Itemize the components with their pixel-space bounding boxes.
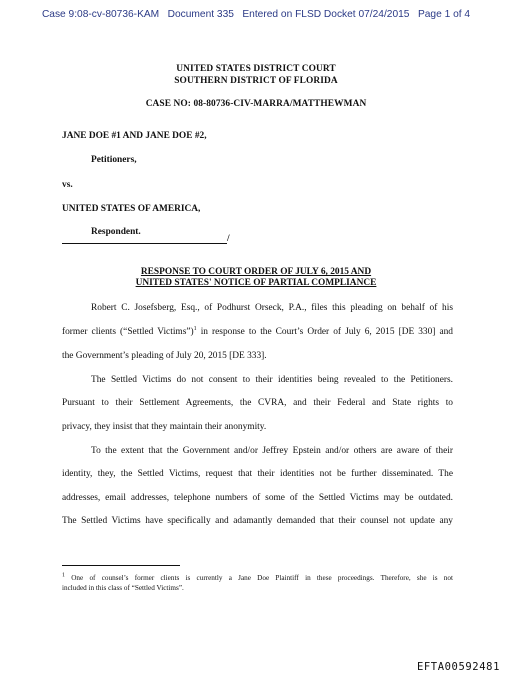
footnote-1-line-1 xyxy=(62,574,453,582)
footnote-1-line-2: included in this class of “Settled Victims”. xyxy=(62,584,184,592)
respondent-label: Respondent. xyxy=(91,227,141,237)
ecf-filing-header: Case 9:08-cv-80736-KAM Document 335 Entered on FLSD Docket 07/24/2015 Page 1 of 4 xyxy=(41,9,471,20)
respondent-name: UNITED STATES OF AMERICA, xyxy=(62,204,201,214)
paragraph-3-line-2: identity, they, the Settled Victims, request that their identities not be further disseminated. The xyxy=(62,469,453,479)
versus-label: vs. xyxy=(62,180,73,190)
paragraph-2-line-1: The Settled Victims do not consent to their identities being revealed to the Petitioners. xyxy=(91,375,453,385)
caption-slash: / xyxy=(227,234,230,244)
paragraph-1-line-2 xyxy=(62,327,453,337)
paragraph-1-line-1: Robert C. Josefsberg, Esq., of Podhurst Orseck, P.A., files this pleading on behalf of his xyxy=(91,303,453,313)
petitioners-names: JANE DOE #1 AND JANE DOE #2, xyxy=(62,131,207,141)
paragraph-3-line-4: The Settled Victims have specifically and adamantly demanded that their counsel not update any xyxy=(62,516,453,526)
paragraph-1-line-3: the Government’s pleading of July 20, 2015 [DE 333]. xyxy=(62,351,267,361)
settled-victims-defn: former clients (“Settled Victims”) xyxy=(62,327,194,337)
court-name: UNITED STATES DISTRICT COURT xyxy=(176,64,336,74)
petitioners-label: Petitioners, xyxy=(91,155,137,165)
footnote-marker: 1 xyxy=(62,572,65,579)
case-number: CASE NO: 08-80736-CIV-MARRA/MATTHEWMAN xyxy=(145,99,367,109)
footnote-separator xyxy=(62,565,180,566)
paragraph-1-line-2-rest: in response to the Court’s Order of July 6, 2015 [DE 330] and xyxy=(196,327,453,337)
paragraph-2-line-2: Pursuant to their Settlement Agreements, the CVRA, and their Federal and State rights to xyxy=(62,398,453,408)
bates-number: EFTA00592481 xyxy=(416,661,500,673)
court-district: SOUTHERN DISTRICT OF FLORIDA xyxy=(174,76,338,86)
footnote-reference[interactable]: 1 xyxy=(193,325,197,332)
document-title-line2: UNITED STATES' NOTICE OF PARTIAL COMPLIANCE xyxy=(135,278,377,288)
caption-signature-line xyxy=(62,243,227,244)
paragraph-3-line-1: To the extent that the Government and/or Jeffrey Epstein and/or others are aware of their xyxy=(91,446,453,456)
paragraph-2-line-3: privacy, they insist that they maintain their anonymity. xyxy=(62,422,267,432)
paragraph-3-line-3: addresses, email addresses, telephone numbers of some of the Settled Victims may be outdated. xyxy=(62,493,453,503)
footnote-1-text: One of counsel’s former clients is currently a Jane Doe Plaintiff in these proceedings. Therefore, she is not xyxy=(65,574,453,582)
document-title-line1: RESPONSE TO COURT ORDER OF JULY 6, 2015 AND xyxy=(140,267,372,277)
